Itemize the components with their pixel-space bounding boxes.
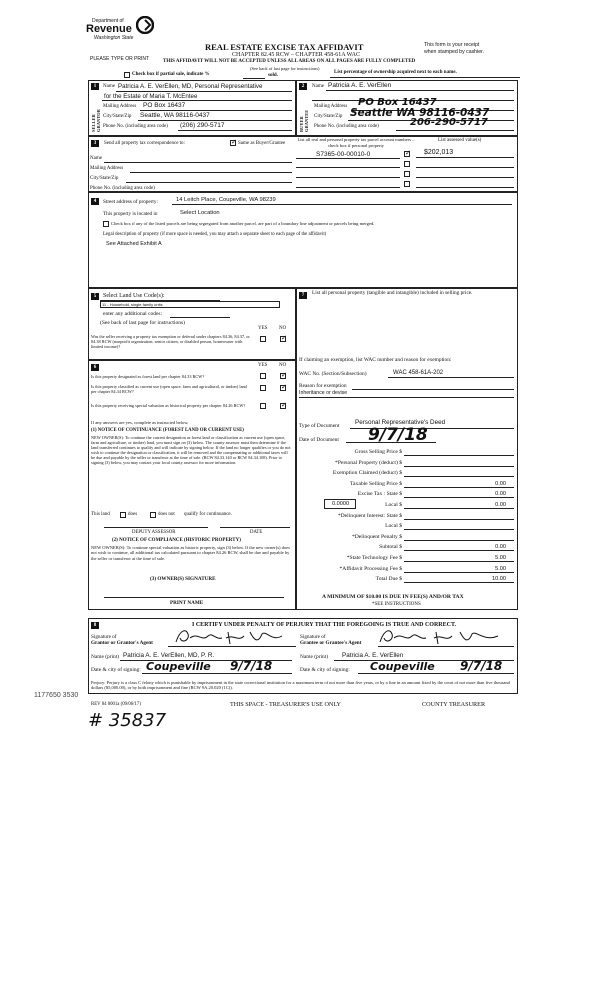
located-label: This property is located in <box>103 211 158 217</box>
doc-type-value[interactable]: Personal Representative's Deed <box>355 419 446 426</box>
current-use-q3-no[interactable] <box>280 403 286 409</box>
section-5-number: 5 <box>91 293 99 300</box>
grantee-signature[interactable] <box>376 626 506 648</box>
parcel-value-1[interactable]: $202,013 <box>424 149 454 156</box>
current-use-q2: Is this property classified as current use (open space, farm and agricultural, or timber) land per chapter 84.34 RCW? <box>91 384 247 394</box>
seller-side-label: SELLER GRANTOR <box>91 109 101 132</box>
buyer-city[interactable]: Seattle WA 98116-0437 <box>350 107 490 119</box>
personal-property-label: List all personal property (tangible and intangible) included in selling price. <box>312 290 473 296</box>
receipt-note-2: when stamped by cashier. <box>424 49 484 55</box>
land-use-q1-yes[interactable] <box>260 336 266 342</box>
land-does-checkbox[interactable] <box>120 512 126 518</box>
section-7-number: 7 <box>299 292 307 299</box>
parcels-header: List all real and personal property tax parcel account numbers – check box if personal property <box>297 137 415 148</box>
land-use-code: 11 - Household, single family units <box>102 302 163 307</box>
section-8-number: 8 <box>91 622 99 629</box>
grantor-date[interactable]: 9/7/18 <box>230 659 273 673</box>
form-title: REAL ESTATE EXCISE TAX AFFIDAVIT <box>205 42 364 52</box>
current-use-yes: YES <box>258 363 268 368</box>
owner-signature-label: (3) OWNER(S) SIGNATURE <box>150 576 216 582</box>
dept-line2: Revenue <box>86 23 132 35</box>
section-4-number: 4 <box>91 198 99 205</box>
this-land-label: This land <box>91 512 110 517</box>
margin-stamp: 1177650 3530 <box>34 692 79 699</box>
dept-line3: Washington State <box>94 35 134 41</box>
corr-phone-label: Phone No. (including area code) <box>90 186 155 191</box>
corr-name-label: Name <box>90 156 102 161</box>
corr-mailing-label: Mailing Address <box>90 166 124 171</box>
land-use-yes: YES <box>258 326 268 331</box>
grantee-date-label: Date & city of signing: <box>300 667 350 673</box>
wac-value[interactable]: WAC 458-61A-202 <box>393 370 444 376</box>
section-4-property <box>88 192 518 288</box>
revenue-logo-icon <box>136 16 154 34</box>
doc-date-label: Date of Document <box>299 437 339 443</box>
land-use-q1: Was the seller receiving a property tax exemption or deferral under chapters 84.36, 84.37, or 84.38 RCW (nonprofit organization, senior citizen, or disabled person, homeowner with limited income)? <box>91 334 250 349</box>
section-6-number: 6 <box>91 364 99 371</box>
reason-label: Reason for exemption <box>299 383 347 389</box>
section-2-number: 2 <box>299 83 307 90</box>
street-address[interactable]: 14 Leitch Place, Coupeville, WA 98239 <box>176 197 276 203</box>
treasurer-space: THIS SPACE - TREASURER'S USE ONLY <box>230 701 342 708</box>
tax-row-value[interactable]: 0.00 <box>495 502 506 508</box>
same-as-buyer-checkbox[interactable] <box>230 140 236 146</box>
additional-codes: enter any additional codes: <box>103 311 163 317</box>
sold-label: sold. <box>268 73 278 78</box>
rev-code: REV 84 0001a (09/06/17) <box>91 702 141 707</box>
form-warning: THIS AFFIDAVIT WILL NOT BE ACCEPTED UNLESS ALL AREAS ON ALL PAGES ARE FULLY COMPLETED <box>163 59 416 64</box>
current-use-q3: Is this property receiving special valuation as historical property per chapter 84.26 RCW? <box>91 403 246 408</box>
current-use-q1: Is this property designated as forest land per chapter 84.33 RCW? <box>91 374 205 379</box>
grantee-sig-label-1: Signature of <box>300 634 326 640</box>
buyer-mailing-label: Mailing Address <box>314 104 348 109</box>
tax-row-label: Local $ <box>385 523 402 530</box>
boundary-checkbox[interactable] <box>103 221 109 227</box>
reason-value[interactable]: Inheritance or devise <box>299 390 348 396</box>
if-yes-note: If any answers are yes, complete as instructed below. <box>91 420 189 425</box>
tax-row-label: Subtotal $ <box>379 544 402 551</box>
boundary-label: Check box if any of the listed parcels are being segregated from another parcel, are part of a boundary line adjustment or parcels being merged. <box>111 221 375 226</box>
located-value[interactable]: Select Location <box>180 210 220 216</box>
tax-row-label: Local $ <box>385 502 402 508</box>
parcel-personal-checkbox-3[interactable] <box>404 171 410 177</box>
land-use-no: NO <box>279 326 287 331</box>
land-use-q1-no[interactable] <box>280 336 286 342</box>
dept-line1: Department of <box>92 18 124 24</box>
revenue-logo <box>86 18 156 46</box>
grantor-sig-label-2: Grantor or Grantor's Agent <box>91 640 153 646</box>
seller-name-1[interactable]: Patricia A. E. VerEllen, MD, Personal Representative <box>118 83 263 90</box>
buyer-city-label: City/State/Zip <box>314 114 343 119</box>
receipt-note-1: This form is your receipt <box>424 42 480 48</box>
tax-row-value[interactable]: 0.00 <box>495 491 506 498</box>
handwritten-number: # 35837 <box>88 710 167 731</box>
grantor-signature[interactable] <box>172 626 292 648</box>
buyer-mailing[interactable]: PO Box 16437 <box>358 97 437 108</box>
see-instructions: *SEE INSTRUCTIONS <box>372 602 421 607</box>
section-3-number: 3 <box>91 140 99 147</box>
buyer-name[interactable]: Patricia A. E. VerEllen <box>328 82 392 89</box>
grantee-city[interactable]: Coupeville <box>370 660 435 673</box>
partial-sale-label: Check box if partial sale, indicate % <box>132 72 210 77</box>
tax-row-value[interactable]: 10.00 <box>492 576 506 583</box>
grantee-sig-label-2: Grantee or Grantee's Agent <box>300 640 362 646</box>
section-1-number: 1 <box>91 83 99 90</box>
grantor-city[interactable]: Coupeville <box>146 660 211 673</box>
tax-row-label: *Personal Property (deduct) $ <box>335 459 402 466</box>
tax-row-label: *Affidavit Processing Fee $ <box>339 565 402 572</box>
land-does-not-checkbox[interactable] <box>150 512 156 518</box>
notice1-body: NEW OWNER(S): To continue the current designation as forest land or classification as current use (open space, farm and agriculture, or timber) land, you must sign on (3) below. The county assessor must then determine if the land transferred continues to qualify and will indicate by signing below. If the land no longer qualifies or you do not wish to continue the designation or classification, it will be removed and the compensating or additional taxes will be due and payable by the seller or transferor at the time of sale. (RCW 84.33.140 or RCW 84.34.108). Prior to signing (3) below, you may contact your local county assessor for more information. <box>91 435 291 466</box>
buyer-phone[interactable]: 206-290-5717 <box>410 117 488 128</box>
qualify-label: qualify for continuance. <box>184 512 232 517</box>
grantee-name[interactable]: Patricia A. E. VerEllen <box>342 652 404 659</box>
grantee-date[interactable]: 9/7/18 <box>460 659 503 673</box>
does-label: does <box>128 512 138 517</box>
parcel-personal-checkbox-2[interactable] <box>404 161 410 167</box>
see-back-header: (See back of last page for instructions) <box>250 66 320 71</box>
corr-city-label: City/State/Zip <box>90 176 119 181</box>
perjury-note: Perjury: Perjury is a class C felony which is punishable by imprisonment in the state correctional institution for a maximum term of not more than five years, or by a fine in an amount fixed by the court of not more than five thousand dollars ($5,000.00), or by both imprisonment and fine (RCW 9A.20.020 (1C)). <box>91 680 510 691</box>
tax-row-value[interactable]: 0.00 <box>495 480 506 487</box>
certify-statement: I CERTIFY UNDER PENALTY OF PERJURY THAT THE FOREGOING IS TRUE AND CORRECT. <box>192 622 457 628</box>
tax-row-label: *Delinquent Interest: State $ <box>337 512 402 519</box>
doc-type-label: Type of Document <box>299 423 340 429</box>
street-label: Street address of property: <box>103 199 158 205</box>
current-use-no: NO <box>279 363 287 368</box>
current-use-q1-yes[interactable] <box>260 373 266 379</box>
buyer-name-label: Name <box>312 84 324 89</box>
tax-row-label: Excise Tax : State $ <box>357 491 402 498</box>
section-6-current-use <box>88 360 296 610</box>
tax-row-label: *Delinquent Penalty $ <box>351 533 402 540</box>
seller-city-label: City/State/Zip <box>103 114 132 119</box>
seller-mailing-label: Mailing Address <box>103 104 137 109</box>
doc-date-value[interactable]: 9/7/18 <box>368 425 428 445</box>
local-rate: 0.0000 <box>332 501 350 507</box>
tax-row-label: Total Due $ <box>375 576 402 583</box>
seller-city[interactable]: Seattle, WA 98116-0437 <box>140 112 210 119</box>
tax-row-label: Gross Selling Price $ <box>354 449 402 455</box>
grantor-date-label: Date & city of signing: <box>91 667 141 673</box>
tax-row-value[interactable]: 5.00 <box>495 565 506 572</box>
legal-label: Legal description of property (if more space is needed, you may attach a separate sheet to each page of the affidavit) <box>103 232 327 237</box>
tax-row-value[interactable]: 5.00 <box>495 555 506 561</box>
parcel-personal-checkbox-4[interactable] <box>404 181 410 187</box>
exemption-label: If claiming an exemption, list WAC number and reason for exemption: <box>299 357 452 363</box>
grantor-name-label: Name (print) <box>91 654 119 660</box>
current-use-q2-no[interactable] <box>280 385 286 391</box>
legal-value[interactable]: See Attached Exhibit A <box>106 241 162 247</box>
grantor-sig-label-1: Signature of <box>91 634 117 640</box>
tax-row-label: Taxable Selling Price $ <box>350 480 402 487</box>
seller-phone[interactable]: (206) 290-5717 <box>180 122 225 129</box>
notice2-title: (2) NOTICE OF COMPLIANCE (HISTORIC PROPERTY) <box>112 538 241 543</box>
corr-label: Send all property tax correspondence to: <box>104 141 185 146</box>
current-use-q1-no[interactable] <box>280 373 286 379</box>
tax-row-value[interactable]: 0.00 <box>495 544 506 551</box>
tax-row-label: Exemption Claimed (deduct) $ <box>332 470 402 477</box>
grantee-name-label: Name (print) <box>300 654 328 660</box>
does-not-label: does not <box>158 512 175 517</box>
deputy-date-label: DATE <box>250 530 263 535</box>
parcel-personal-checkbox-1[interactable] <box>404 151 410 157</box>
same-as-buyer-label: Same as Buyer/Grantee <box>238 141 286 146</box>
county-treasurer: COUNTY TREASURER <box>422 701 486 708</box>
land-use-see-back: (See back of last page for instructions) <box>100 320 185 326</box>
partial-sale-checkbox[interactable] <box>124 72 130 78</box>
buyer-side-label: BUYER GRANTEE <box>299 109 309 132</box>
please-type: PLEASE TYPE OR PRINT <box>90 56 150 62</box>
seller-phone-label: Phone No. (including area code) <box>103 124 168 129</box>
buyer-phone-label: Phone No. (including area code) <box>314 124 379 129</box>
print-name-label: PRINT NAME <box>170 600 204 606</box>
form-chapter: CHAPTER 82.45 RCW – CHAPTER 458-61A WAC <box>232 52 360 58</box>
current-use-q2-yes[interactable] <box>260 385 266 391</box>
minimum-fee-note: A MINIMUM OF $10.00 IS DUE IN FEE(S) AND/OR TAX <box>322 594 464 600</box>
seller-name-2[interactable]: for the Estate of Maria T. McEntee <box>104 93 198 100</box>
grantor-name[interactable]: Patricia A. E. VerEllen, MD, P. R. <box>123 652 215 659</box>
parcel-account-1[interactable]: S7365-00-00010-0 <box>316 151 371 158</box>
deputy-label: DEPUTY ASSESSOR <box>132 530 176 535</box>
tax-row-label: *State Technology Fee $ <box>346 555 402 561</box>
notice1-title: (1) NOTICE OF CONTINUANCE (FOREST LAND OR CURRENT USE) <box>91 428 244 433</box>
land-use-label: Select Land Use Code(s): <box>103 293 165 299</box>
notice2-body: NEW OWNER(S): To continue special valuation as historic property, sign (3) below. If the new owner(s) does not wish to continue, all additional tax calculated pursuant to chapter 84.26 RCW, shall be due and payable by the seller or transferor at the time of sale. <box>91 545 290 561</box>
assessed-header: List assessed value(s) <box>438 138 482 143</box>
wac-label: WAC No. (Section/Subsection) <box>299 371 367 377</box>
seller-name-label: Name <box>103 84 115 89</box>
current-use-q3-yes[interactable] <box>260 403 266 409</box>
seller-mailing[interactable]: PO Box 16437 <box>143 102 186 109</box>
ownership-label: List percentage of ownership acquired next to each name. <box>334 70 457 75</box>
